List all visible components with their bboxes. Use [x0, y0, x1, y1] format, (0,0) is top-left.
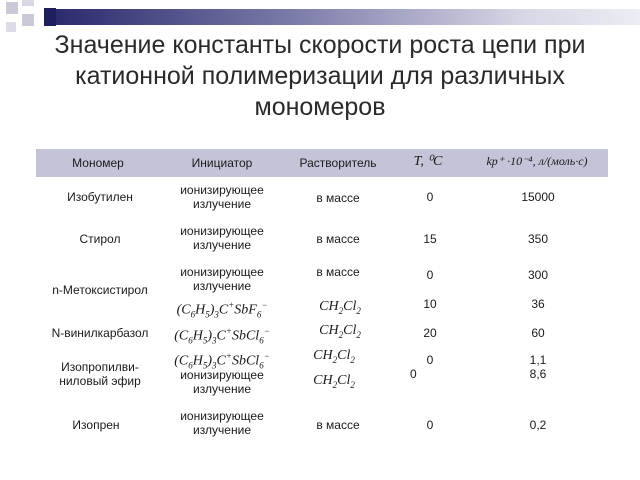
cell-initiator	[166, 183, 278, 211]
monomer-line: Изопропилви-	[61, 360, 139, 374]
cell-kp: 36	[531, 297, 545, 311]
cell-monomer: Изобутилен	[67, 190, 133, 204]
cell-solvent-formula: $CH_2Cl_2$	[313, 348, 355, 365]
decor-dark-block	[44, 8, 56, 26]
decor-square	[22, 14, 34, 26]
title-line: Значение константы скорости роста цепи при	[54, 31, 586, 59]
cell-kp: 300	[527, 268, 549, 282]
initiator-line: ионизирующее	[180, 224, 264, 238]
cell-temperature: 0	[426, 353, 434, 367]
cell-solvent-formula: $CH_2Cl_2$	[319, 323, 361, 340]
decor-square	[6, 22, 16, 32]
monomer-line: ниловый эфир	[59, 374, 141, 388]
header-initiator: Инициатор	[191, 156, 253, 170]
cell-initiator-formula: $(C_6H_5)_3C^+SbCl_6^-$	[174, 351, 270, 371]
cell-temperature: 20	[423, 326, 437, 340]
cell-monomer: N-винилкарбазол	[51, 326, 149, 340]
initiator-line: ионизирующее	[180, 265, 264, 279]
cell-initiator	[166, 368, 278, 396]
cell-temperature: 0	[426, 190, 434, 204]
cell-solvent: в массе	[316, 265, 360, 279]
initiator-line: излучение	[192, 279, 251, 293]
page-title	[20, 30, 620, 123]
initiator-line: ионизирующее	[180, 368, 264, 382]
cell-kp: 1,1	[529, 353, 547, 367]
cell-kp: 8,6	[529, 367, 547, 381]
initiator-line: излучение	[192, 238, 251, 252]
cell-initiator	[166, 409, 278, 437]
cell-temperature: 0	[426, 268, 434, 282]
cell-kp: 350	[527, 232, 549, 246]
cell-solvent: в массе	[316, 418, 360, 432]
cell-monomer	[40, 360, 160, 388]
cell-monomer: n-Метоксистирол	[52, 283, 148, 297]
header-monomer: Мономер	[72, 156, 124, 170]
cell-monomer: Изопрен	[72, 418, 120, 432]
cell-kp: 15000	[521, 190, 555, 204]
header-solvent: Растворитель	[299, 156, 377, 170]
cell-initiator-formula: $(C_6H_5)_3C^+SbF_6^-$	[176, 300, 268, 320]
cell-solvent: в массе	[316, 191, 360, 205]
cell-temperature: 15	[423, 232, 437, 246]
decor-gradient-bar	[56, 9, 640, 25]
cell-temperature: 0	[410, 367, 417, 381]
initiator-line: излучение	[192, 382, 251, 396]
initiator-line: ионизирующее	[180, 409, 264, 423]
header-temperature: T, ⁰C	[413, 154, 443, 169]
cell-initiator	[166, 224, 278, 252]
cell-solvent-formula: $CH_2Cl_2$	[313, 373, 355, 390]
cell-kp: 0,2	[529, 418, 547, 432]
initiator-line: излучение	[192, 423, 251, 437]
title-line: мономеров	[254, 93, 386, 121]
cell-temperature: 10	[423, 297, 437, 311]
cell-solvent-formula: $CH_2Cl_2$	[319, 299, 361, 316]
cell-kp: 60	[531, 326, 545, 340]
decor-square	[6, 2, 18, 14]
initiator-line: ионизирующее	[180, 183, 264, 197]
cell-initiator-formula: $(C_6H_5)_3C^+SbCl_6^-$	[174, 326, 270, 346]
cell-initiator	[166, 265, 278, 293]
decor-square	[22, 0, 34, 6]
initiator-line: излучение	[192, 197, 251, 211]
cell-solvent: в массе	[316, 232, 360, 246]
cell-temperature: 0	[426, 418, 434, 432]
header-kp: kp⁺ ·10⁻⁴, л/(моль·с)	[486, 154, 588, 168]
cell-monomer: Стирол	[79, 232, 121, 246]
decorative-top-bar	[0, 0, 640, 32]
title-line: катионной полимеризации для различных	[75, 62, 565, 90]
